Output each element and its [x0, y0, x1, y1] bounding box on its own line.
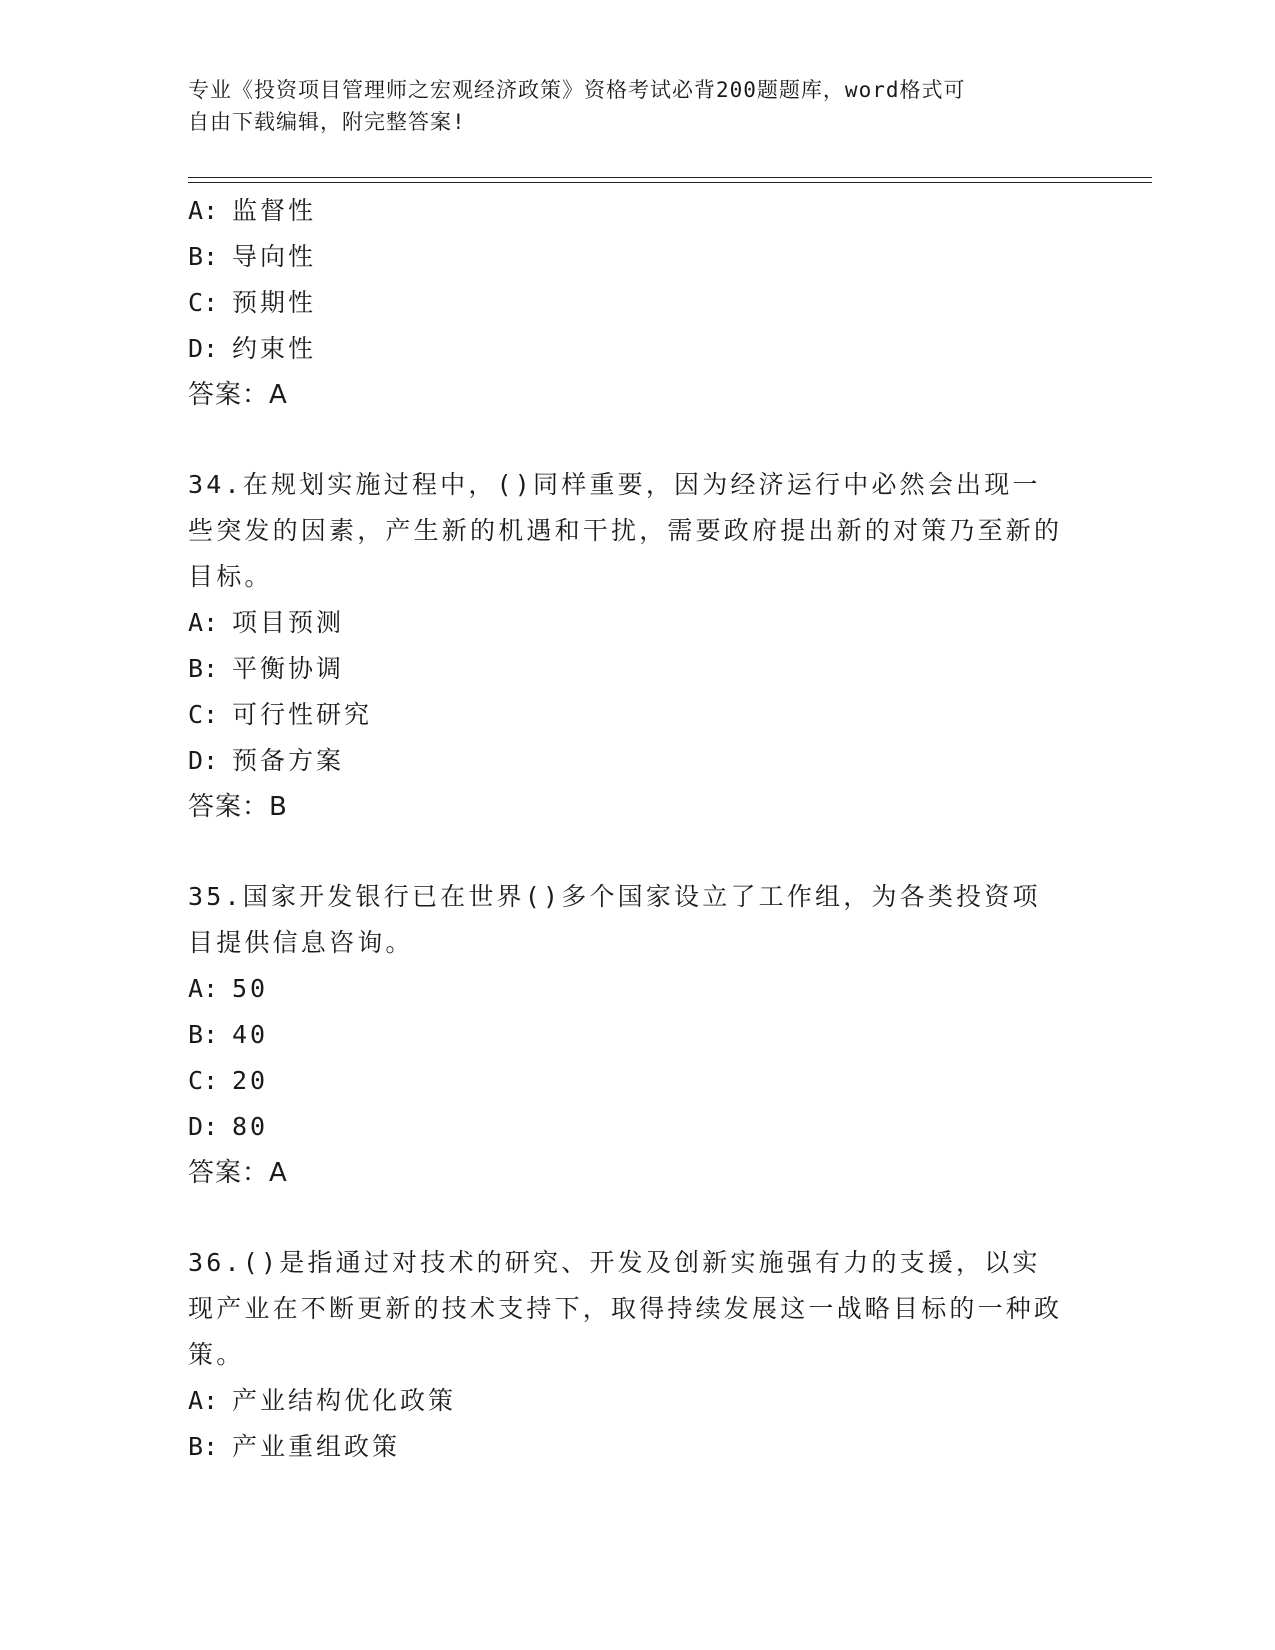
option-b: B: 平衡协调: [188, 654, 345, 683]
option-c: C: 可行性研究: [188, 700, 373, 729]
option-d: D: 80: [188, 1112, 269, 1141]
answer-line: 答案：B: [188, 792, 288, 822]
question-block: [188, 1240, 1088, 1470]
header-title-line-2: 自由下载编辑，附完整答案!: [188, 110, 466, 134]
option-d: D: 预备方案: [188, 746, 345, 775]
question-text: 35.国家开发银行已在世界()多个国家设立了工作组，为各类投资项目提供信息咨询。: [188, 882, 1041, 957]
question-text: 34.在规划实施过程中，()同样重要，因为经济运行中必然会出现一些突发的因素，产生新的机遇和干扰，需要政府提出新的对策乃至新的目标。: [188, 470, 1063, 591]
question-text: 36.()是指通过对技术的研究、开发及创新实施强有力的支援，以实现产业在不断更新的技术支持下，取得持续发展这一战略目标的一种政策。: [188, 1248, 1063, 1369]
option-b: B: 产业重组政策: [188, 1432, 401, 1461]
header-title-line-1: 专业《投资项目管理师之宏观经济政策》资格考试必背200题题库，word格式可: [188, 78, 966, 102]
document-header: [188, 74, 1068, 138]
option-a: A: 项目预测: [188, 608, 345, 637]
answer-line: 答案：A: [188, 380, 288, 410]
header-divider-bottom: [188, 182, 1152, 183]
option-b: B: 40: [188, 1020, 269, 1049]
option-b: B: 导向性: [188, 242, 317, 271]
option-a: A: 产业结构优化政策: [188, 1386, 457, 1415]
question-list: [188, 188, 1088, 1470]
option-d: D: 约束性: [188, 334, 317, 363]
option-a: A: 50: [188, 974, 269, 1003]
header-divider-top: [188, 177, 1152, 178]
question-block: [188, 462, 1088, 830]
option-c: C: 预期性: [188, 288, 317, 317]
option-a: A: 监督性: [188, 196, 317, 225]
option-c: C: 20: [188, 1066, 269, 1095]
answer-line: 答案：A: [188, 1158, 288, 1188]
question-block: [188, 188, 1088, 418]
question-block: [188, 874, 1088, 1196]
